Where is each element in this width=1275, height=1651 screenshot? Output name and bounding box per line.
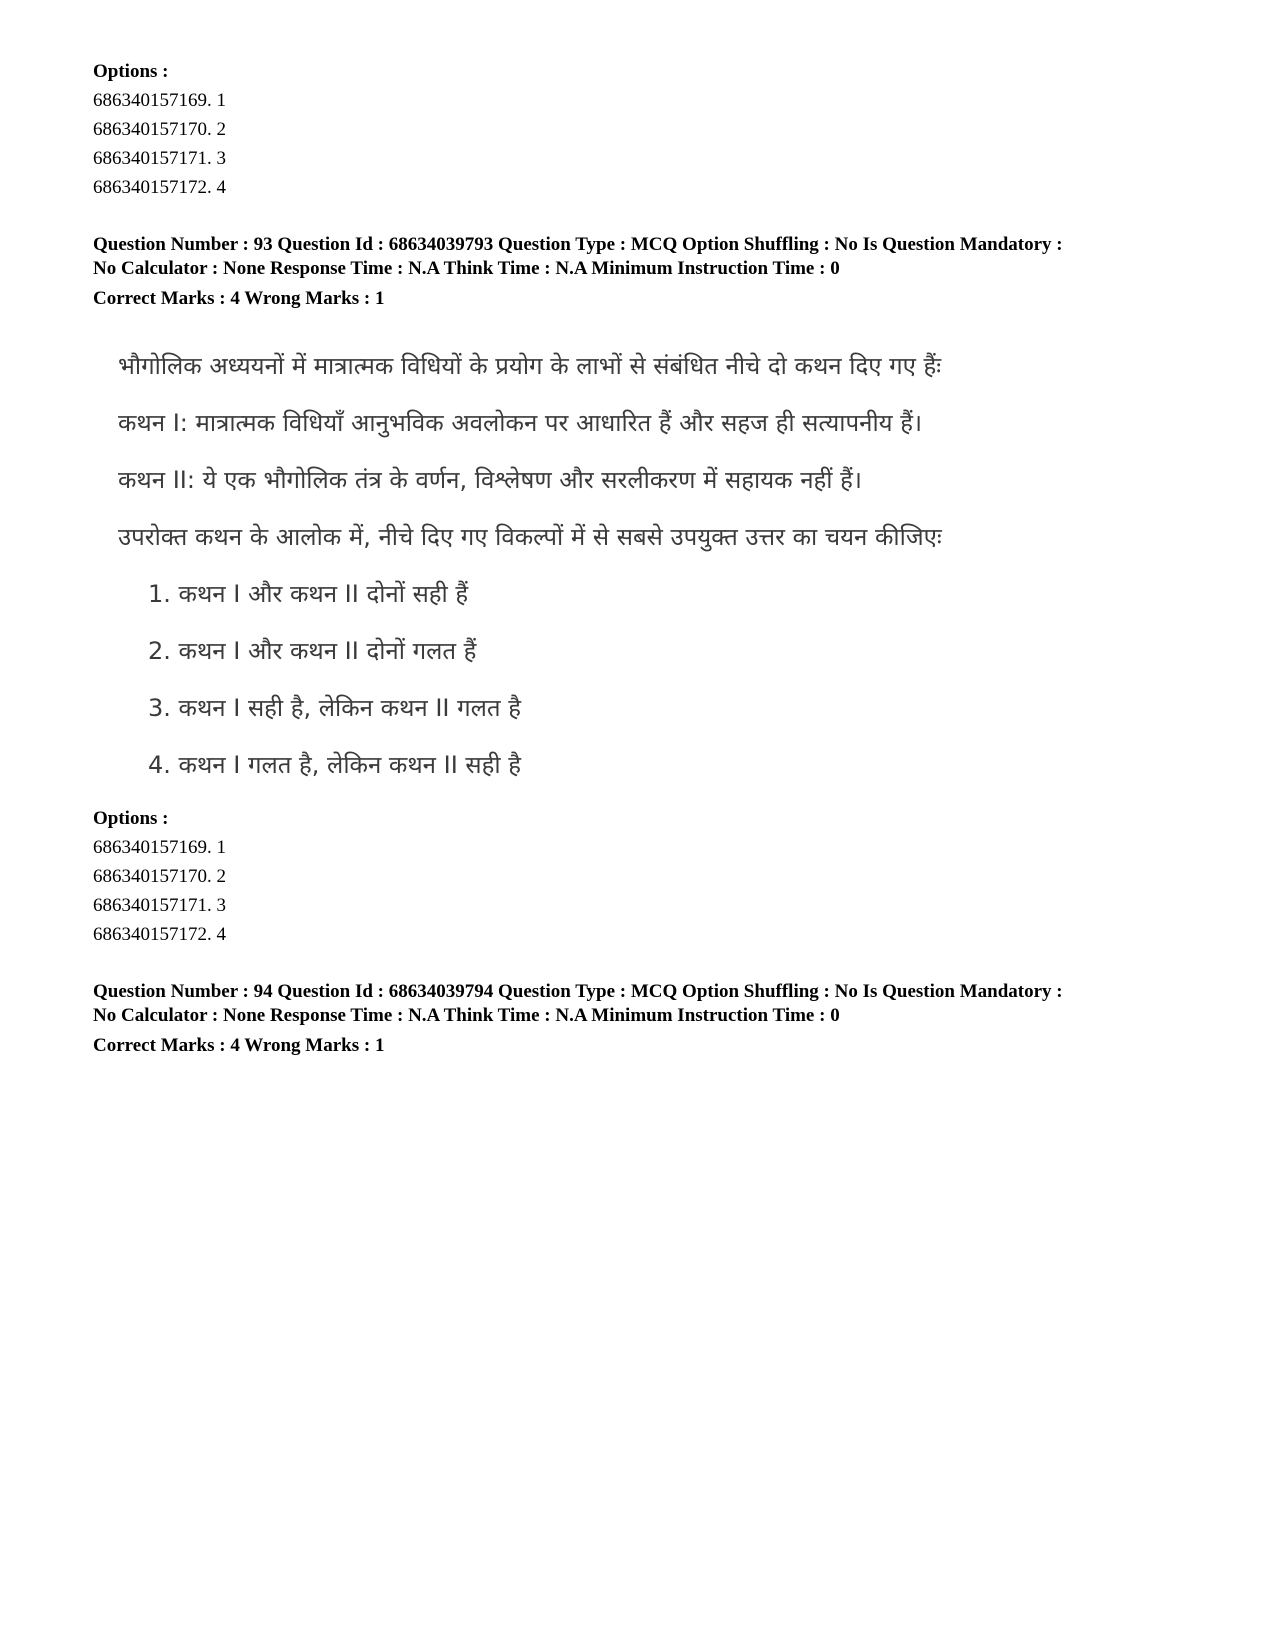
question-instruction: उपरोक्त कथन के आलोक में, नीचे दिए गए विकल्पों में से सबसे उपयुक्त उत्तर का चयन कीजिएः — [118, 523, 942, 551]
option-item: 686340157171. 3 — [93, 148, 226, 169]
question-94-meta — [93, 980, 1213, 1058]
option-item: 686340157172. 4 — [93, 177, 226, 198]
option-item: 686340157170. 2 — [93, 119, 226, 140]
question-intro: भौगोलिक अध्ययनों में मात्रात्मक विधियों के प्रयोग के लाभों से संबंधित नीचे दो कथन दिए गए हैंः — [118, 352, 942, 380]
options-list-top — [93, 57, 1213, 202]
question-meta-line: Question Number : 93 Question Id : 68634039793 Question Type : MCQ Option Shuffling : No Is Question Mandatory : — [93, 234, 1063, 255]
options-heading: Options : — [93, 61, 169, 82]
question-statement-1: कथन I: मात्रात्मक विधियाँ आनुभविक अवलोकन पर आधारित हैं और सहज ही सत्यापनीय हैं। — [118, 409, 923, 437]
question-meta-line: Question Number : 94 Question Id : 68634039794 Question Type : MCQ Option Shuffling : No Is Question Mandatory : — [93, 981, 1063, 1002]
question-93-options — [93, 804, 1213, 949]
options-heading: Options : — [93, 808, 169, 829]
question-statement-2: कथन II: ये एक भौगोलिक तंत्र के वर्णन, विश्लेषण और सरलीकरण में सहायक नहीं हैं। — [118, 466, 862, 494]
question-choice: 2. कथन I और कथन II दोनों गलत हैं — [148, 637, 477, 665]
option-item: 686340157169. 1 — [93, 837, 226, 858]
option-item: 686340157172. 4 — [93, 924, 226, 945]
question-choice: 1. कथन I और कथन II दोनों सही हैं — [148, 580, 469, 608]
question-93-image — [118, 338, 998, 798]
question-meta-line: No Calculator : None Response Time : N.A Think Time : N.A Minimum Instruction Time : 0 — [93, 1005, 840, 1026]
question-marks: Correct Marks : 4 Wrong Marks : 1 — [93, 1035, 385, 1056]
option-item: 686340157170. 2 — [93, 866, 226, 887]
question-marks: Correct Marks : 4 Wrong Marks : 1 — [93, 288, 385, 309]
question-choice: 4. कथन I गलत है, लेकिन कथन II सही है — [148, 751, 521, 779]
question-meta-line: No Calculator : None Response Time : N.A Think Time : N.A Minimum Instruction Time : 0 — [93, 258, 840, 279]
option-item: 686340157169. 1 — [93, 90, 226, 111]
option-item: 686340157171. 3 — [93, 895, 226, 916]
question-choice: 3. कथन I सही है, लेकिन कथन II गलत है — [148, 694, 521, 722]
question-93-meta — [93, 233, 1213, 311]
